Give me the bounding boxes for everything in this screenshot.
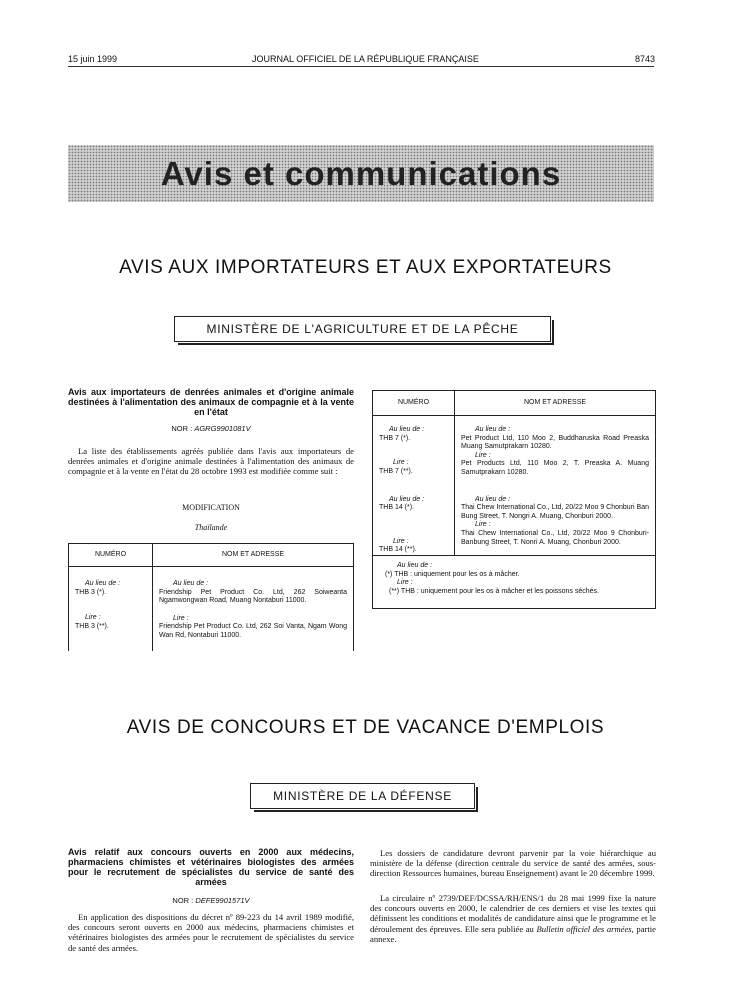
table-header-row [373, 391, 656, 416]
lire-label: Lire : [173, 614, 189, 622]
nor-code: AGRG9901081V [194, 424, 251, 433]
address-old: Pet Product Ltd, 110 Moo 2, Buddharuska Road Preaska Muang Samutprakarn 10280. [461, 434, 649, 451]
header-journal-title: JOURNAL OFFICIEL DE LA RÉPUBLIQUE FRANÇAISE [252, 54, 479, 64]
address-old: Thai Chew International Co., Ltd, 20/22 Moo 9 Chonburi Ban Bung Street, T. Nongri A. Muang, Chonburi 2000. [461, 504, 649, 520]
banner-title: Avis et communications [160, 154, 562, 192]
ministry-name: MINISTÈRE DE LA DÉFENSE [273, 789, 452, 803]
numero-old: THB 7 (*). [379, 434, 411, 442]
table-notes-row [373, 555, 656, 608]
table-cell-numero [373, 478, 455, 556]
numero-new: THB 7 (**). [379, 467, 413, 475]
note-au-lieu-de: Au lieu de : [397, 561, 433, 569]
note-lire: Lire : [397, 579, 413, 587]
intro-paragraph: La liste des établissements agréés publiée dans l'avis aux importateurs de denrées animales et d'origine animale destinées à l'alimentation des animaux de compagnie et à la vente en l'état du 28 octobre 1993 est modifiée comme suit : [68, 446, 354, 477]
table-row [69, 567, 354, 652]
lire-label: Lire : [475, 451, 491, 459]
au-lieu-de-label: Au lieu de : [389, 495, 425, 503]
nor-code: DEFE9901571V [195, 896, 250, 905]
numero-old: THB 14 (*). [379, 504, 415, 512]
note-double-star: (**) THB : uniquement pour les os à mâcher et les poissons séchés. [389, 587, 599, 595]
concours-paragraph-1: En application des dispositions du décret nº 89-223 du 14 avril 1989 modifié, des concours seront ouverts en 2000 aux médecins, pharmaciens chimistes et vétérinaires biologistes des armées pour le recrutement de spécialistes du service de santé des armées. [68, 912, 354, 953]
paragraph-text: La circulaire nº 2739/DEF/DCSSA/RH/ENS/1 du 28 mai 1999 fixe la nature des concours ouverts en 2000, le calendrier de ces derniers et vise les textes qui définissent les conditions et modalités de candidature ainsi que le programme et le déroulement des épreuves. Elle sera publiée au [370, 893, 656, 934]
address-old: Friendship Pet Product Co. Ltd, 262 Soiweanta Ngamwongwan Road, Muang Nontaburi 11000. [159, 588, 347, 605]
nor-reference [68, 424, 354, 433]
header-date: 15 juin 1999 [68, 54, 118, 64]
avis-title-concours: Avis relatif aux concours ouverts en 2000 aux médecins, pharmaciens chimistes et vétérinaires biologistes des armées pour le recrutement de spécialistes du service de santé des armées [68, 847, 354, 887]
country-label: Thaïlande [194, 523, 228, 532]
nor-label: NOR : [171, 424, 193, 433]
nor-label: NOR : [172, 896, 194, 905]
lire-label: Lire : [393, 537, 409, 545]
establishments-table-right [372, 390, 656, 609]
section-banner [68, 145, 654, 202]
section-heading-concours: AVIS DE CONCOURS ET DE VACANCE D'EMPLOIS [126, 717, 605, 738]
col-header-nom-adresse: NOM ET ADRESSE [455, 391, 656, 416]
numero-new: THB 3 (**). [75, 622, 109, 630]
au-lieu-de-label: Au lieu de : [475, 426, 511, 433]
col-header-nom-adresse: NOM ET ADRESSE [153, 544, 354, 567]
modification-label: MODIFICATION [182, 503, 240, 512]
table-notes-cell [373, 555, 656, 608]
table-row [373, 478, 656, 556]
bulletin-title: Bulletin officiel des armées [536, 923, 632, 934]
header-page-number: 8743 [634, 54, 655, 64]
lire-label: Lire : [393, 459, 409, 467]
numero-old: THB 3 (*). [75, 588, 107, 596]
address-new: Thai Chew International Co., Ltd, 20/22 Moo 9 Chonburi-Banbung Street, T. Nonri A. Muang, Chonburi 2000. [461, 529, 649, 546]
concours-paragraph-3 [370, 893, 656, 944]
ministry-box-defense [250, 783, 475, 809]
ministry-box-agriculture [174, 316, 551, 342]
address-new: Friendship Pet Product Co. Ltd, 262 Soi Vanta, Ngam Wong Wan Rd, Nontaburi 11000. [159, 623, 347, 639]
note-single-star: (*) THB : uniquement pour les os à mâcher. [385, 570, 520, 578]
concours-paragraph-2: Les dossiers de candidature devront parvenir par la voie hiérarchique au ministère de la défense (direction centrale du service de santé des armées, sous-direction Ressources humaines, bureau Enseignement) avant le 20 décembre 1999. [370, 848, 656, 879]
table-row [373, 416, 656, 478]
table-header-row [69, 544, 354, 567]
table-cell-adresse [153, 567, 354, 652]
au-lieu-de-label: Au lieu de : [85, 580, 121, 587]
table-cell-numero [373, 416, 455, 478]
au-lieu-de-label: Au lieu de : [389, 426, 425, 433]
table-cell-adresse [455, 478, 656, 556]
avis-title-importers: Avis aux importateurs de denrées animales et d'origine animale destinées à l'alimentation des animaux de compagnie et à la vente en l'état [68, 387, 354, 417]
table-cell-numero [69, 567, 153, 652]
table-cell-adresse [455, 416, 656, 478]
header-rule [68, 66, 654, 67]
address-new: Pet Products Ltd, 110 Moo 2, T. Preaska A. Muang Samutprakarn 10280. [461, 460, 649, 476]
paragraph-text: , partie annexe. [370, 923, 656, 944]
col-header-numero: NUMÉRO [69, 544, 153, 567]
establishments-table-left [68, 543, 354, 651]
section-heading-importers: AVIS AUX IMPORTATEURS ET AUX EXPORTATEURS [119, 257, 612, 278]
lire-label: Lire : [85, 614, 101, 622]
numero-new: THB 14 (**). [379, 546, 417, 554]
col-header-numero: NUMÉRO [373, 391, 455, 416]
lire-label: Lire : [475, 521, 491, 529]
ministry-name: MINISTÈRE DE L'AGRICULTURE ET DE LA PÊCHE [206, 322, 519, 336]
au-lieu-de-label: Au lieu de : [173, 580, 209, 587]
au-lieu-de-label: Au lieu de : [475, 495, 511, 503]
nor-reference [68, 896, 354, 905]
